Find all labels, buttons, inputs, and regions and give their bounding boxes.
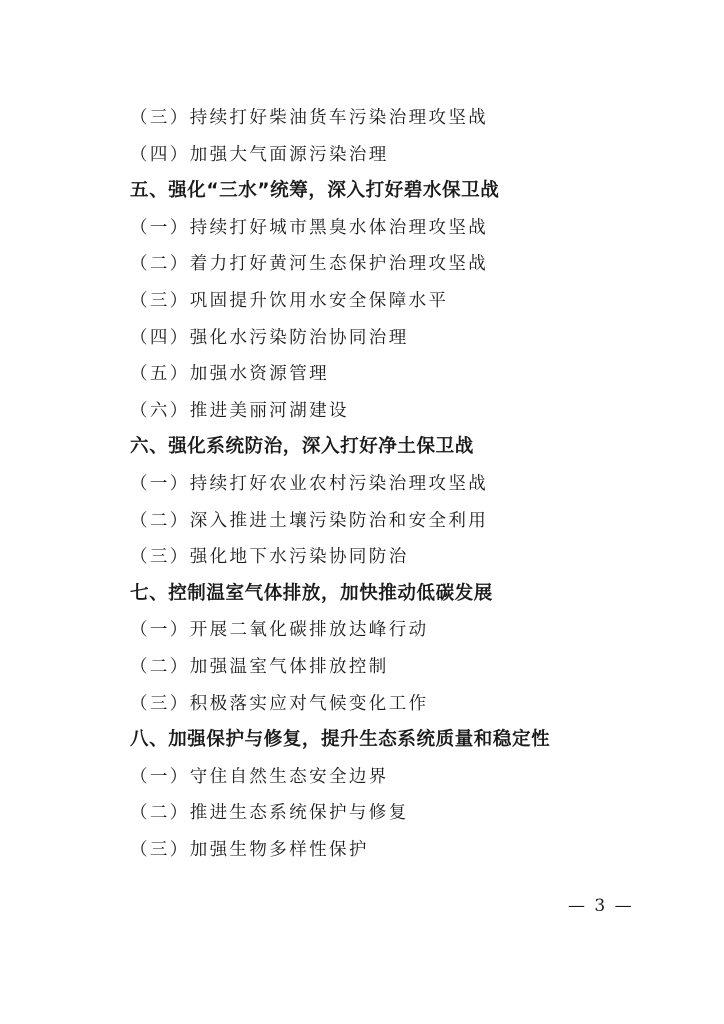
outline-subitem: （三）加强生物多样性保护 [130, 839, 369, 860]
section-heading: 八、加强保护与修复，提升生态系统质量和稳定性 [130, 729, 551, 751]
section-heading: 五、强化“三水”统筹，深入打好碧水保卫战 [130, 180, 500, 202]
outline-subitem: （五）加强水资源管理 [130, 364, 329, 385]
outline-subitem: （二）深入推进土壤污染防治和安全利用 [130, 510, 489, 531]
outline-subitem: （一）持续打好城市黑臭水体治理攻坚战 [130, 217, 489, 238]
outline-subitem: （三）巩固提升饮用水安全保障水平 [130, 290, 449, 311]
outline-list [130, 100, 650, 868]
outline-subitem: （六）推进美丽河湖建设 [130, 400, 349, 421]
outline-subitem: （三）强化地下水污染协同防治 [130, 547, 409, 568]
outline-subitem: （二）推进生态系统保护与修复 [130, 803, 409, 824]
outline-subitem: （三）持续打好柴油货车污染治理攻坚战 [130, 108, 489, 128]
outline-subitem: （一）守住自然生态安全边界 [130, 766, 389, 787]
outline-subitem: （二）加强温室气体排放控制 [130, 656, 389, 677]
outline-subitem: （四）强化水污染防治协同治理 [130, 327, 409, 348]
outline-subitem: （一）持续打好农业农村污染治理攻坚战 [130, 473, 489, 494]
section-heading: 六、强化系统防治，深入打好净土保卫战 [130, 436, 474, 458]
outline-subitem: （四）加强大气面源污染治理 [130, 144, 389, 165]
page-number: — 3 — [568, 896, 634, 916]
section-heading: 七、控制温室气体排放，加快推动低碳发展 [130, 582, 493, 604]
outline-subitem: （三）积极落实应对气候变化工作 [130, 693, 429, 714]
outline-subitem: （一）开展二氧化碳排放达峰行动 [130, 620, 429, 641]
outline-subitem: （二）着力打好黄河生态保护治理攻坚战 [130, 254, 489, 275]
